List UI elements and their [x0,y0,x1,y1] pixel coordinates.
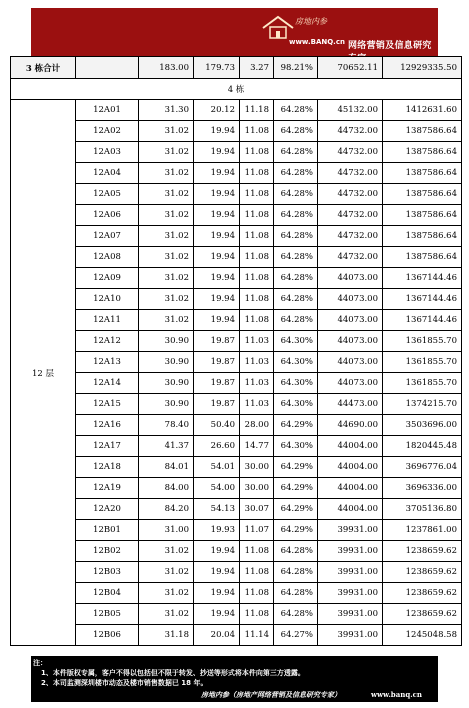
table-cell: 64.28% [274,163,318,184]
table-cell: 19.94 [194,268,240,289]
table-cell: 19.87 [194,352,240,373]
table-cell: 44073.00 [318,289,383,310]
table-cell: 1238659.62 [383,541,462,562]
table-cell: 19.94 [194,583,240,604]
table-cell: 39931.00 [318,562,383,583]
note-1: 1、本件版权专属，客户不得以包括但不限于转发、抄送等形式将本件向第三方透露。 [41,669,305,677]
table-row [11,583,462,604]
table-cell: 45132.00 [318,100,383,121]
table-cell: 11.08 [240,205,274,226]
unit-id: 12A20 [76,499,139,520]
table-cell: 44732.00 [318,247,383,268]
table-cell: 3696336.00 [383,478,462,499]
table-cell: 1361855.70 [383,352,462,373]
table-cell: 64.28% [274,205,318,226]
table-cell: 1387586.64 [383,226,462,247]
table-cell: 3503696.00 [383,415,462,436]
table-cell: 31.02 [139,541,194,562]
table-row [11,205,462,226]
table-cell: 1387586.64 [383,163,462,184]
table-cell: 1237861.00 [383,520,462,541]
table-cell: 19.94 [194,562,240,583]
table-cell: 11.08 [240,247,274,268]
table-cell: 1387586.64 [383,184,462,205]
unit-id: 12A06 [76,205,139,226]
table-cell: 44732.00 [318,142,383,163]
table-cell: 1238659.62 [383,604,462,625]
unit-id: 12A12 [76,331,139,352]
table-cell: 11.08 [240,163,274,184]
table-cell: 44732.00 [318,205,383,226]
table-row [11,352,462,373]
table-cell: 31.02 [139,604,194,625]
unit-id: 12B06 [76,625,139,646]
table-cell: 31.02 [139,163,194,184]
table-row [11,625,462,646]
unit-id: 12B03 [76,562,139,583]
table-cell: 11.08 [240,604,274,625]
table-cell: 19.87 [194,373,240,394]
section-row [11,79,462,100]
table-cell: 30.90 [139,331,194,352]
table-cell: 54.01 [194,457,240,478]
table-cell: 19.94 [194,205,240,226]
table-row [11,499,462,520]
table-cell: 11.14 [240,625,274,646]
table-cell: 64.28% [274,268,318,289]
banner-brand: 房地内参 [295,17,327,26]
table-cell: 26.60 [194,436,240,457]
total-cell: 179.73 [194,57,240,79]
table-row [11,436,462,457]
table-cell: 31.02 [139,247,194,268]
table-cell: 84.01 [139,457,194,478]
table-cell: 1387586.64 [383,205,462,226]
unit-id: 12A09 [76,268,139,289]
note-label: 注： [33,659,47,667]
unit-id: 12A11 [76,310,139,331]
table-cell: 41.37 [139,436,194,457]
table-cell: 64.29% [274,499,318,520]
table-cell: 50.40 [194,415,240,436]
table-cell: 11.08 [240,310,274,331]
table-cell: 30.00 [240,457,274,478]
table-cell: 19.94 [194,247,240,268]
total-cell: 98.21% [274,57,318,79]
table-cell: 19.94 [194,310,240,331]
table-cell: 64.28% [274,142,318,163]
table-cell: 64.29% [274,457,318,478]
table-cell: 19.94 [194,163,240,184]
table-cell: 64.28% [274,100,318,121]
table-cell: 31.02 [139,583,194,604]
table-cell: 44732.00 [318,184,383,205]
table-cell: 19.94 [194,142,240,163]
table-cell: 11.08 [240,184,274,205]
table-row [11,331,462,352]
table-cell: 39931.00 [318,625,383,646]
unit-id: 12A13 [76,352,139,373]
table-cell: 19.94 [194,289,240,310]
table-cell: 64.28% [274,310,318,331]
table-cell: 44732.00 [318,226,383,247]
table-cell: 19.87 [194,394,240,415]
table-cell: 11.07 [240,520,274,541]
table-cell: 1367144.46 [383,289,462,310]
table-cell: 31.02 [139,310,194,331]
table-cell: 20.04 [194,625,240,646]
total-cell [76,57,139,79]
table-cell: 84.20 [139,499,194,520]
unit-id: 12B04 [76,583,139,604]
table-cell: 64.27% [274,625,318,646]
table-cell: 64.28% [274,562,318,583]
table-cell: 11.08 [240,289,274,310]
table-cell: 64.28% [274,289,318,310]
table-cell: 44690.00 [318,415,383,436]
total-row [11,57,462,79]
table-row [11,415,462,436]
unit-id: 12A17 [76,436,139,457]
table-cell: 31.02 [139,142,194,163]
table-cell: 19.93 [194,520,240,541]
banner-title: 网络营销及信息研究 [348,41,432,51]
table-cell: 44073.00 [318,268,383,289]
unit-id: 12A02 [76,121,139,142]
table-cell: 31.02 [139,184,194,205]
footer-brand: 房地内参（房地产网络营销及信息研究专家） [201,690,341,699]
table-cell: 64.30% [274,373,318,394]
table-cell: 31.02 [139,289,194,310]
section-title: 4 栋 [11,79,462,100]
header-banner [31,8,438,56]
house-logo-icon [261,14,295,40]
unit-id: 12A10 [76,289,139,310]
table-cell: 44004.00 [318,457,383,478]
table-cell: 11.08 [240,541,274,562]
table-row [11,310,462,331]
table-cell: 31.18 [139,625,194,646]
table-cell: 64.30% [274,352,318,373]
unit-id: 12A18 [76,457,139,478]
table-row [11,373,462,394]
unit-id: 12B05 [76,604,139,625]
table-cell: 1245048.58 [383,625,462,646]
table-row [11,268,462,289]
table-cell: 1387586.64 [383,142,462,163]
table-row [11,100,462,121]
unit-id: 12B01 [76,520,139,541]
table-cell: 64.30% [274,331,318,352]
table-cell: 84.00 [139,478,194,499]
table-cell: 30.90 [139,394,194,415]
table-cell: 64.30% [274,394,318,415]
total-cell: 12929335.50 [383,57,462,79]
table-cell: 1361855.70 [383,373,462,394]
table-row [11,562,462,583]
table-cell: 44073.00 [318,310,383,331]
table-cell: 11.03 [240,331,274,352]
table-row [11,121,462,142]
unit-id: 12A01 [76,100,139,121]
table-cell: 64.28% [274,541,318,562]
table-cell: 1367144.46 [383,268,462,289]
table-cell: 31.02 [139,268,194,289]
table-cell: 20.12 [194,100,240,121]
total-cell: 3.27 [240,57,274,79]
table-cell: 64.28% [274,121,318,142]
unit-id: 12A08 [76,247,139,268]
table-cell: 64.30% [274,436,318,457]
table-cell: 31.02 [139,121,194,142]
table-cell: 14.77 [240,436,274,457]
table-cell: 44732.00 [318,121,383,142]
table-cell: 19.94 [194,184,240,205]
table-cell: 31.02 [139,226,194,247]
total-cell: 183.00 [139,57,194,79]
table-cell: 11.18 [240,100,274,121]
table-cell: 11.08 [240,121,274,142]
table-cell: 3696776.04 [383,457,462,478]
table-cell: 31.02 [139,562,194,583]
table-cell: 1238659.62 [383,562,462,583]
unit-id: 12A19 [76,478,139,499]
table-cell: 11.08 [240,226,274,247]
table-row [11,604,462,625]
table-cell: 11.03 [240,394,274,415]
unit-id: 12A14 [76,373,139,394]
table-cell: 64.29% [274,415,318,436]
table-cell: 19.87 [194,331,240,352]
sales-table [10,56,462,646]
table-cell: 64.28% [274,583,318,604]
table-cell: 1238659.62 [383,583,462,604]
table-row [11,163,462,184]
table-cell: 11.03 [240,373,274,394]
unit-id: 12A16 [76,415,139,436]
table-cell: 1387586.64 [383,121,462,142]
table-cell: 39931.00 [318,604,383,625]
table-cell: 39931.00 [318,520,383,541]
table-row [11,142,462,163]
table-cell: 19.94 [194,541,240,562]
unit-id: 12A04 [76,163,139,184]
table-cell: 11.03 [240,352,274,373]
table-cell: 19.94 [194,604,240,625]
table-cell: 44073.00 [318,352,383,373]
table-cell: 64.28% [274,226,318,247]
footer-notes [31,656,438,702]
note-2: 2、本司监测深圳楼市动态及楼市销售数据已 18 年。 [41,679,208,687]
table-cell: 44004.00 [318,478,383,499]
banner-url: www.BANQ.cn [289,38,345,46]
table-cell: 44732.00 [318,163,383,184]
table-cell: 44473.00 [318,394,383,415]
table-cell: 31.30 [139,100,194,121]
floor-label: 12 层 [11,100,76,646]
table-cell: 30.07 [240,499,274,520]
table-cell: 31.02 [139,205,194,226]
table-cell: 3705136.80 [383,499,462,520]
table-cell: 11.08 [240,268,274,289]
table-cell: 31.00 [139,520,194,541]
table-row [11,289,462,310]
table-cell: 44004.00 [318,436,383,457]
table-cell: 19.94 [194,226,240,247]
table-cell: 11.08 [240,562,274,583]
table-cell: 30.90 [139,373,194,394]
table-cell: 44073.00 [318,331,383,352]
table-cell: 64.28% [274,604,318,625]
table-cell: 44073.00 [318,373,383,394]
table-cell: 64.28% [274,184,318,205]
table-cell: 78.40 [139,415,194,436]
unit-id: 12A03 [76,142,139,163]
table-row [11,478,462,499]
table-cell: 11.08 [240,583,274,604]
table-cell: 64.29% [274,478,318,499]
total-cell: 70652.11 [318,57,383,79]
table-cell: 11.08 [240,142,274,163]
table-row [11,541,462,562]
table-row [11,457,462,478]
unit-id: 12A07 [76,226,139,247]
total-label: 3 栋合计 [11,57,76,79]
table-cell: 39931.00 [318,541,383,562]
table-row [11,226,462,247]
table-cell: 64.29% [274,520,318,541]
table-row [11,184,462,205]
page-number: 2 [432,656,438,666]
table-cell: 30.00 [240,478,274,499]
table-cell: 1374215.70 [383,394,462,415]
table-cell: 39931.00 [318,583,383,604]
table-row [11,394,462,415]
table-cell: 1387586.64 [383,247,462,268]
footer-url: www.banq.cn [371,690,423,699]
table-cell: 1367144.46 [383,310,462,331]
table-cell: 1820445.48 [383,436,462,457]
table-cell: 54.00 [194,478,240,499]
table-cell: 30.90 [139,352,194,373]
table-cell: 44004.00 [318,499,383,520]
table-cell: 1412631.60 [383,100,462,121]
table-cell: 28.00 [240,415,274,436]
unit-id: 12B02 [76,541,139,562]
table-cell: 1361855.70 [383,331,462,352]
table-cell: 64.28% [274,247,318,268]
unit-id: 12A15 [76,394,139,415]
table-row [11,520,462,541]
table-row [11,247,462,268]
table-cell: 54.13 [194,499,240,520]
table-cell: 19.94 [194,121,240,142]
unit-id: 12A05 [76,184,139,205]
